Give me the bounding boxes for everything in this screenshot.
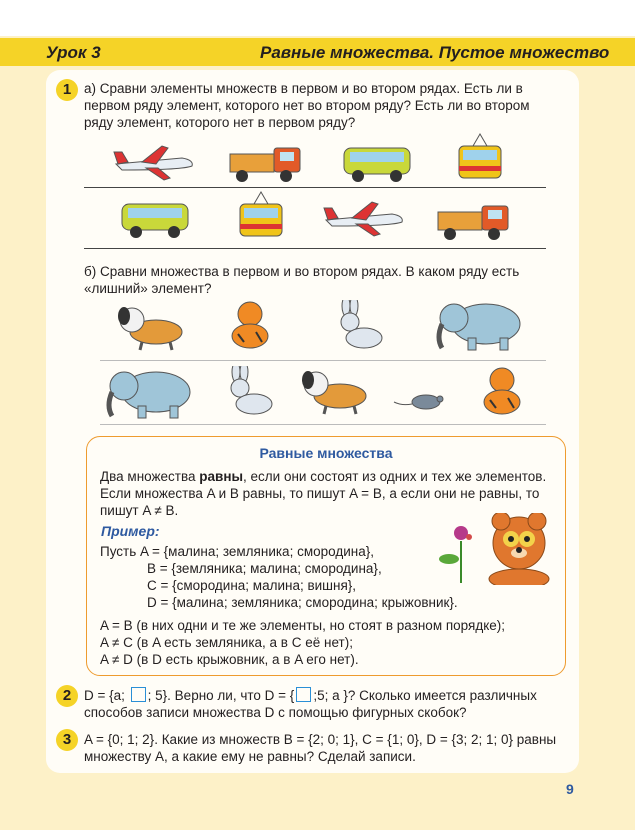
rule-title: Равные множества [259,445,393,461]
bear-with-flower-icon [435,513,557,585]
rule-definition: Два множества равны, если они состоят из одних и тех же элементов. Если множества A и B равны, то пишут A = B, а если они не равны, то пишут A ≠ B. [100,469,547,518]
row-divider [100,360,546,361]
task-2-text: D = {a; ; 5}. Верно ли, что D = { ;5; a }? Сколько имеется различных способов записи множества D с помощью фигурных скобок? [84,688,537,720]
mouse-icon [392,392,452,412]
bus-icon [120,198,190,240]
rule-box [86,436,566,676]
conclusion-line: A = B (в них одни и те же элементы, но стоят в разном порядке); [100,618,506,633]
example-line: B = {земляника; малина; смородина}, [147,561,382,576]
dog-icon [116,302,190,352]
hare-icon [328,300,386,352]
task-1b-text: б) Сравни множества в первом и во втором рядах. В каком ряду есть «лишний» элемент? [84,264,520,296]
elephant-icon [100,364,194,422]
airplane-icon [112,140,196,184]
example-line: C = {смородина; малина; вишня}, [147,578,357,593]
example-line: Пусть A = {малина; земляника; смородина}, [100,544,374,559]
row-divider [84,187,546,188]
bus-icon [342,142,412,184]
dog-icon [300,366,374,416]
lesson-title: Равные множества. Пустое множество [260,43,610,62]
tram-icon [236,190,286,244]
tiger-icon [474,364,530,418]
hare-icon [218,366,276,418]
page-number: 9 [566,781,574,797]
lesson-number: Урок 3 [46,43,101,62]
truck-icon [436,202,512,242]
example-line: D = {малина; земляника; смородина; крыжовник}. [147,595,458,610]
truck-icon [228,144,304,184]
task-2-number: 2 [56,685,78,707]
elephant-icon [430,296,524,354]
row-divider [84,248,546,249]
task-1a-text: а) Сравни элементы множеств в первом и во втором рядах. Есть ли в первом ряду элемент, которого нет во втором ряду? Есть ли во втором ряду элемент, которого нет в первом ряду? [84,81,530,130]
conclusion-line: A ≠ C (в A есть земляника, а в C её нет); [100,635,353,650]
task-3-text: A = {0; 1; 2}. Какие из множеств B = {2; 0; 1}, C = {1; 0}, D = {3; 2; 1; 0} равны множеству A, а какие ему не равны? Сделай записи. [84,732,557,764]
example-label: Пример: [101,523,160,539]
task-3-number: 3 [56,729,78,751]
empty-box-icon [296,687,311,702]
tiger-icon [222,298,278,352]
task-1-number: 1 [56,79,78,101]
tram-icon [455,132,505,186]
airplane-icon [322,196,406,240]
empty-box-icon [131,687,146,702]
conclusion-line: A ≠ D (в D есть крыжовник, а в A его нет). [100,652,359,667]
row-divider [100,424,546,425]
